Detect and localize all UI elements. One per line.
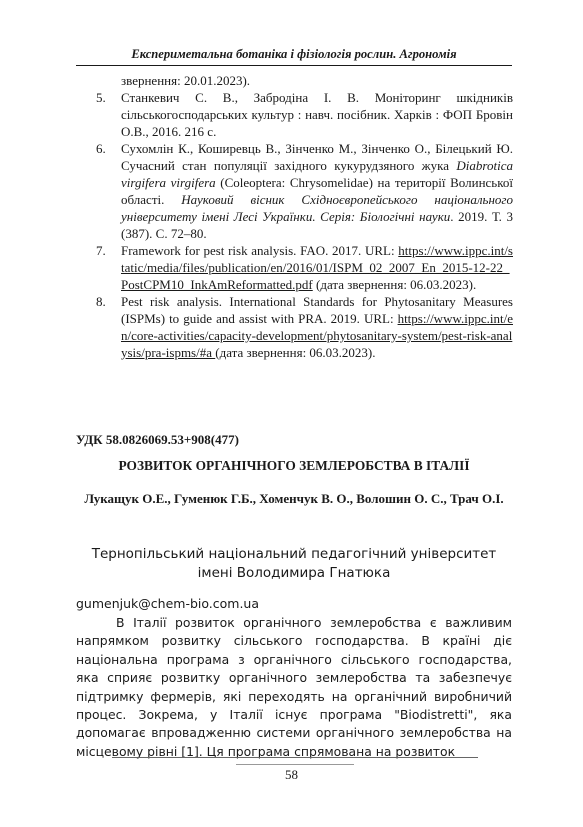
page-number: 58 [285, 767, 298, 782]
reference-text [121, 293, 513, 361]
reference-text-part: (дата звернення: 06.03.2023). [312, 277, 477, 292]
reference-number: 7. [96, 243, 106, 258]
reference-number: 5. [96, 90, 106, 105]
journal-name: Науковий вісник Східноєвропейського національного університету імені Лесі Українки. Серія: Біологічні науки [121, 192, 513, 224]
header-divider [76, 65, 512, 66]
reference-text-part: Pest risk analysis. International Standards for Phytosanitary Measures (ISPMs) to guide and assist with PRA. 2019. URL: [121, 294, 513, 326]
reference-text-part: (дата звернення: 06.03.2023). [215, 345, 376, 360]
reference-text-part: (Coleoptera: Chrysomelidae) на території Волинської області. [121, 175, 513, 207]
reference-text: Станкевич С. В., Забродіна І. В. Моніторинг шкідників сільськогосподарських культур : навч. посібник. Харків : ФОП Бровін О.В., 2016. 216 с. [121, 90, 513, 139]
reference-url-link[interactable]: https://www.ippc.int/static/media/files/publication/en/2016/01/ISPM_02_2007_En_2015-12-22_PostCPM10_InkAmReformatted.pdf [121, 243, 513, 292]
reference-text-part: Framework for pest risk analysis. FAO. 2017. URL: [121, 243, 399, 258]
udk-code: УДК 58.0826069.53+908(477) [76, 432, 239, 447]
reference-url-link[interactable]: https://www.ippc.int/en/core-activities/capacity-development/phytosanitary-system/pest-risk-analysis/pra-ispms/#a [121, 311, 513, 360]
article-title: РОЗВИТОК ОРГАНІЧНОГО ЗЕМЛЕРОБСТВА В ІТАЛІЇ [118, 458, 470, 473]
reference-item [84, 140, 513, 242]
reference-text [121, 242, 513, 293]
reference-text-part: . 2019. Т. 3 (387). С. 72–80. [121, 209, 513, 241]
reference-number: 8. [96, 294, 106, 309]
article-body: В Італії розвиток органічного землеробства є важливим напрямком розвитку сільського господарства. В країні діє національна програма з органічного сільського господарства, яка сприяє розвитку органічного землеробства та забезпечує підтримку фермерів, які переходять на органічний виробничий процес. Зокрема, у Італії існує програма "Biodistretti", яка допомагає впровадженню системи органічного землеробства на місцевому рівні [1]. Ця програма спрямована на розвиток [76, 615, 512, 759]
reference-item [84, 242, 513, 293]
reference-number: 6. [96, 141, 106, 156]
reference-list [84, 72, 513, 361]
running-head: Експериметальна ботаніка і фізіологія рослин. Агрономія [131, 47, 457, 61]
author-affiliation: Тернопільський національний педагогічний університет імені Володимира Гнатюка [91, 546, 497, 581]
reference-item [84, 89, 513, 140]
footer-divider-short [236, 764, 354, 765]
reference-item [84, 293, 513, 361]
reference-text-part: Сухомлін К., Коширевць В., Зінченко М., Зінченко О., Білецький Ю. Сучасний стан популяції західного кукурудзяного жука [121, 141, 513, 173]
contact-email: gumenjuk@chem-bio.com.ua [76, 596, 260, 611]
reference-continuation: звернення: 20.01.2023). [121, 73, 251, 88]
article-authors: Лукащук О.Е., Гуменюк Г.Б., Хоменчук В. О., Волошин О. С., Трач О.І. [84, 491, 504, 506]
footer-divider [112, 757, 478, 758]
species-name: Diabrotica virgifera virgifera [121, 158, 513, 190]
reference-text [121, 140, 513, 242]
